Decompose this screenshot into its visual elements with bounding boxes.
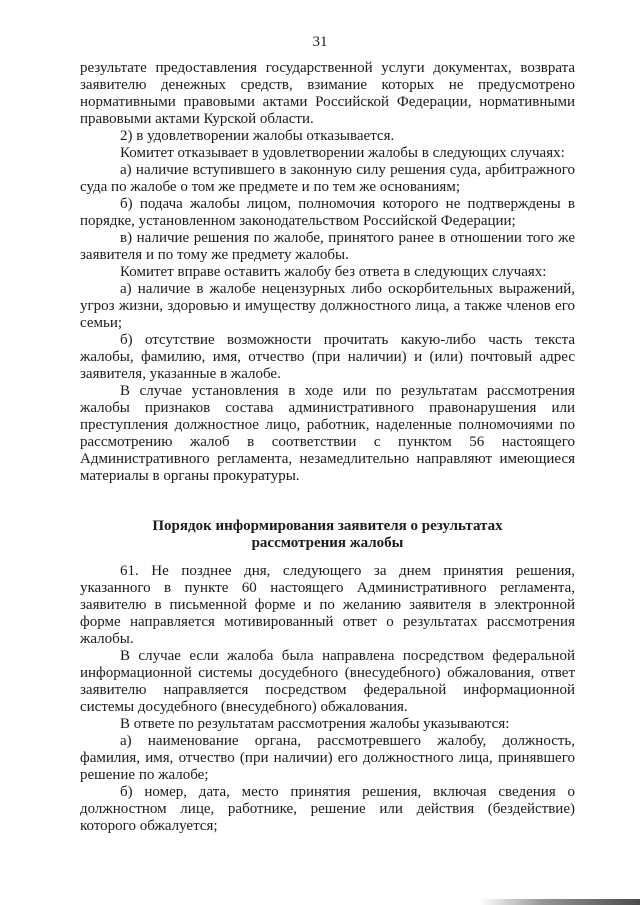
section-heading-line: Порядок информирования заявителя о результатах: [152, 518, 503, 534]
paragraph: В случае если жалоба была направлена посредством федеральной информационной системы досудебного (внесудебного) обжалования, ответ заявителю направляется посредством федеральной информационной системы досудебного (внесудебного) обжалования.: [80, 648, 575, 715]
paragraph: а) наличие в жалобе нецензурных либо оскорбительных выражений, угроз жизни, здоровью и имуществу должностного лица, а также членов его семьи;: [80, 281, 575, 331]
paragraph: 2) в удовлетворении жалобы отказывается.: [120, 128, 395, 144]
body-text-top: [80, 60, 575, 485]
paragraph: В случае установления в ходе или по результатам рассмотрения жалобы признаков состава административного правонарушения или преступления должностное лицо, работник, наделенные полномочиями по рассмотрению жалоб в соответствии с пунктом 56 настоящего Административного регламента, незамедлительно направляют имеющиеся материалы в органы прокуратуры.: [80, 383, 575, 484]
paragraph: б) отсутствие возможности прочитать какую-либо часть текста жалобы, фамилию, имя, отчество (при наличии) и (или) почтовый адрес заявителя, указанные в жалобе.: [80, 332, 575, 382]
paragraph: а) наименование органа, рассмотревшего жалобу, должность, фамилия, имя, отчество (при наличии) его должностного лица, принявшего решение по жалобе;: [80, 733, 575, 783]
paragraph: 61. Не позднее дня, следующего за днем принятия решения, указанного в пункте 60 настоящего Административного регламента, заявителю в письменной форме и по желанию заявителя в электронной форме направляется мотивированный ответ о результатах рассмотрения жалобы.: [80, 563, 575, 647]
paragraph: Комитет отказывает в удовлетворении жалобы в следующих случаях:: [120, 145, 565, 161]
section-heading-line: рассмотрения жалобы: [251, 535, 404, 551]
paragraph: Комитет вправе оставить жалобу без ответа в следующих случаях:: [120, 264, 547, 280]
body-text-bottom: [80, 563, 575, 835]
paragraph: б) номер, дата, место принятия решения, включая сведения о должностном лице, работнике, решение или действия (бездействие) которого обжалуется;: [80, 784, 575, 834]
scan-edge-shadow: [480, 899, 640, 905]
paragraph: в) наличие решения по жалобе, принятого ранее в отношении того же заявителя и по тому же предмету жалобы.: [80, 230, 575, 263]
page-number: 31: [312, 34, 328, 50]
paragraph: результате предоставления государственной услуги документах, возврата заявителю денежных средств, взимание которых не предусмотрено нормативными правовыми актами Российской Федерации, нормативными правовыми актами Курской области.: [80, 60, 575, 127]
paragraph: В ответе по результатам рассмотрения жалобы указываются:: [120, 716, 510, 732]
section-heading: [80, 518, 575, 552]
paragraph: а) наличие вступившего в законную силу решения суда, арбитражного суда по жалобе о том же предмете и по тем же основаниям;: [80, 162, 575, 195]
paragraph: б) подача жалобы лицом, полномочия которого не подтверждены в порядке, установленном законодательством Российской Федерации;: [80, 196, 575, 229]
